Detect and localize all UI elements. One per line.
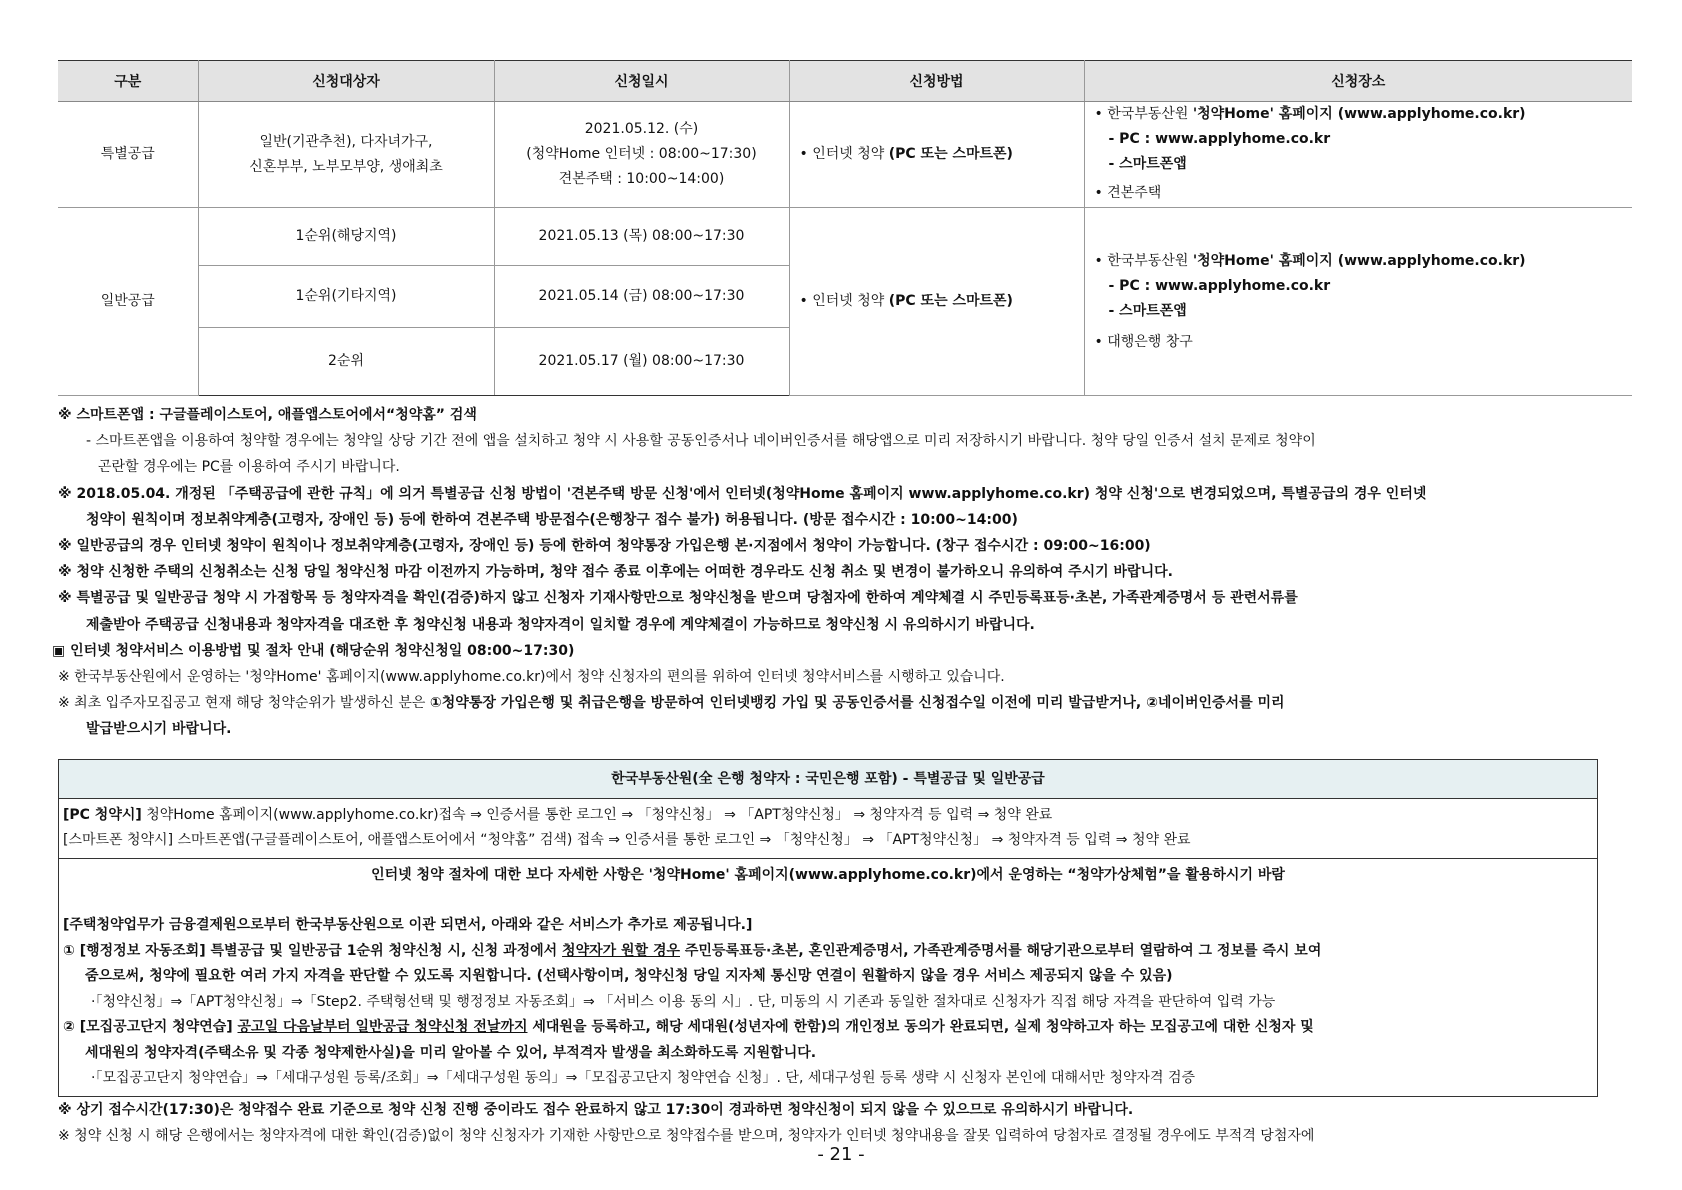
service-item-1-path: ·「청약신청」⇒「APT청약신청」⇒「Step2. 주택형선택 및 행정정보 자동조회」⇒ 「서비스 이용 동의 시」. 단, 미동의 시 기존과 동일한 절차대로 신청자가 직접 해당 자격을 판단하여 입력 가능 (91, 993, 1276, 1010)
general-category: 일반공급 (58, 208, 198, 396)
general-target: 1순위(해당지역) (198, 208, 494, 266)
general-target: 1순위(기타지역) (198, 266, 494, 328)
note-certificate: ※ 최초 입주자모집공고 현재 해당 청약순위가 발생하신 분은 ①청약통장 가입은행 및 취급은행을 방문하여 인터넷뱅킹 가입 및 공동인증서를 신청접수일 이전에 미리 발급받거나, ②네이버인증서를 미리 (58, 695, 1285, 712)
general-datetime: 2021.05.13 (목) 08:00~17:30 (494, 208, 789, 266)
service-item-2-path: ·「모집공고단지 청약연습」⇒「세대구성원 등록/조회」⇒「세대구성원 동의」⇒「모집공고단지 청약연습 신청」. 단, 세대구성원 등록 생략 시 신청자 본인에 대해서만 청약자격 검증 (91, 1070, 1196, 1087)
general-datetime: 2021.05.14 (금) 08:00~17:30 (494, 266, 789, 328)
special-date-line: 2021.05.12. (수) (584, 121, 699, 137)
note-verification-cont: 제출받아 주택공급 신청내용과 청약자격을 대조한 후 청약신청 내용과 청약자격이 일치할 경우에 계약체결이 가능하므로 청약신청 시 유의하시기 바랍니다. (86, 616, 1035, 633)
special-date-line: 견본주택 : 10:00~14:00) (558, 171, 725, 187)
service-item-2-cont: 세대원의 청약자격(주택소유 및 각종 청약제한사실)을 미리 알아볼 수 있어, 부적격자 발생을 최소화하도록 지원합니다. (85, 1044, 817, 1061)
method-device: (PC 또는 스마트폰) (888, 146, 1013, 162)
header-datetime: 신청일시 (494, 61, 789, 102)
table-header-row (58, 61, 1632, 102)
note-applyhome: ※ 한국부동산원에서 운영하는 '청약Home' 홈페이지(www.applyhome.co.kr)에서 청약 신청자의 편의를 위하여 인터넷 청약서비스를 시행하고 있습니다. (58, 669, 1005, 686)
section-heading-internet: ▣ 인터넷 청약서비스 이용방법 및 절차 안내 (해당순위 청약신청일 08:00~17:30) (52, 642, 575, 659)
note-general-supply: ※ 일반공급의 경우 인터넷 청약이 원칙이나 정보취약계층(고령자, 장애인 등) 등에 한하여 청약통장 가입은행 본·지점에서 청약이 가능합니다. (창구 접수시간 : 09:00~16:00) (58, 538, 1151, 555)
page-content (52, 60, 1632, 1149)
service-item-1: ① [행정정보 자동조회] 특별공급 및 일반공급 1순위 청약신청 시, 신청 과정에서 청약자가 원할 경우 주민등록표등·초본, 혼인관계증명서, 가족관계증명서를 해당기관으로부터 열람하여 그 정보를 즉시 보여 (63, 942, 1322, 959)
place-line: - PC : www.applyhome.co.kr (1108, 277, 1331, 294)
table-row (58, 208, 1632, 266)
transfer-title: [주택청약업무가 금융결제원으로부터 한국부동산원으로 이관 되면서, 아래와 같은 서비스가 추가로 제공됩니다.] (63, 917, 753, 934)
procedure-box-header: 한국부동산원(全 은행 청약자 : 국민은행 포함) - 특별공급 및 일반공급 (59, 760, 1597, 799)
header-target: 신청대상자 (198, 61, 494, 102)
procedure-steps (59, 799, 1597, 858)
note-smartphone-detail: - 스마트폰앱을 이용하여 청약할 경우에는 청약일 상당 기간 전에 앱을 설치하고 청약 시 사용할 공동인증서나 네이버인증서를 해당앱으로 미리 저장하시기 바랍니다. 청약 당일 인증서 설치 문제로 청약이 (86, 433, 1316, 450)
service-item-1-cont: 줌으로써, 청약에 필요한 여러 가지 자격을 판단할 수 있도록 지원합니다. (선택사항이며, 청약신청 당일 지자체 통신망 연결이 원활하지 않을 경우 서비스 제공되지 않을 수 있음) (85, 968, 1173, 985)
special-date-line: (청약Home 인터넷 : 08:00~17:30) (526, 146, 757, 162)
header-method: 신청방법 (789, 61, 1084, 102)
place-line: • 한국부동산원 '청약Home' 홈페이지 (www.applyhome.co.kr) (1094, 106, 1526, 122)
place-line: • 한국부동산원 '청약Home' 홈페이지 (www.applyhome.co.kr) (1094, 252, 1526, 269)
detail-center-note: 인터넷 청약 절차에 대한 보다 자세한 사항은 '청약Home' 홈페이지(www.applyhome.co.kr)에서 운영하는 “청약가상체험”을 활용하시기 바람 (371, 866, 1285, 883)
application-schedule-table (58, 60, 1632, 396)
place-line: - 스마트폰앱 (1108, 302, 1187, 319)
special-target (198, 102, 494, 208)
note-regulation: ※ 2018.05.04. 개정된 「주택공급에 관한 규칙」에 의거 특별공급 신청 방법이 '견본주택 방문 신청'에서 인터넷(청약Home 홈페이지 www.applyhome.co.kr) 청약 신청'으로 변경되었으며, 특별공급의 경우 인터넷 (58, 485, 1427, 502)
method-text: • 인터넷 청약 (799, 293, 889, 309)
special-target-line: 신혼부부, 노부모부양, 생애최초 (249, 158, 443, 175)
general-datetime: 2021.05.17 (월) 08:00~17:30 (494, 328, 789, 396)
note-cancel: ※ 청약 신청한 주택의 신청취소는 신청 당일 청약신청 마감 이전까지 가능하며, 청약 접수 종료 이후에는 어떠한 경우라도 신청 취소 및 변경이 불가하오니 유의하여 주시기 바랍니다. (58, 564, 1173, 581)
special-place (1084, 102, 1632, 208)
general-method (789, 208, 1084, 396)
special-target-line: 일반(기관추천), 다자녀가구, (259, 133, 433, 150)
place-line: - 스마트폰앱 (1108, 156, 1187, 172)
method-text: • 인터넷 청약 (799, 146, 889, 162)
special-category: 특별공급 (58, 102, 198, 208)
mobile-procedure: [스마트폰 청약시] 스마트폰앱(구글플레이스토어, 애플앱스토어에서 “청약홈” 검색) 접속 ⇒ 인증서를 통한 로그인 ⇒ 「청약신청」 ⇒ 「APT청약신청」 ⇒ 청약자격 등 입력 ⇒ 청약 완료 (63, 832, 1191, 849)
after-notes (58, 1097, 1632, 1149)
service-item-2: ② [모집공고단지 청약연습] 공고일 다음날부터 일반공급 청약신청 전날까지 세대원을 등록하고, 해당 세대원(성년자에 한함)의 개인정보 동의가 완료되면, 실제 청약하고자 하는 모집공고에 대한 신청자 및 (63, 1019, 1314, 1036)
general-place (1084, 208, 1632, 396)
notes-section (52, 402, 1632, 743)
procedure-details (59, 858, 1597, 1096)
note-certificate-cont: 발급받으시기 바랍니다. (86, 721, 232, 738)
pc-procedure: [PC 청약시] 청약Home 홈페이지(www.applyhome.co.kr)접속 ⇒ 인증서를 통한 로그인 ⇒ 「청약신청」 ⇒ 「APT청약신청」 ⇒ 청약자격 등 입력 ⇒ 청약 완료 (63, 806, 1053, 823)
special-datetime (494, 102, 789, 208)
method-device: (PC 또는 스마트폰) (888, 293, 1013, 309)
note-smartphone: ※ 스마트폰앱 : 구글플레이스토어, 애플앱스토어에서“청약홈” 검색 (58, 407, 477, 423)
procedure-box (58, 759, 1598, 1097)
note-smartphone-detail: 곤란할 경우에는 PC를 이용하여 주시기 바랍니다. (98, 459, 400, 476)
note-verification: ※ 특별공급 및 일반공급 청약 시 가점항목 등 청약자격을 확인(검증)하지 않고 신청자 기재사항만으로 청약신청을 받으며 당첨자에 한하여 계약체결 시 주민등록표등·초본, 가족관계증명서 등 관련서류를 (58, 590, 1298, 607)
table-row (58, 102, 1632, 208)
place-line: • 대행은행 창구 (1094, 333, 1193, 350)
place-line: • 견본주택 (1094, 185, 1162, 201)
place-line: - PC : www.applyhome.co.kr (1108, 131, 1331, 147)
page-number: - 21 - (817, 1144, 865, 1165)
general-target: 2순위 (198, 328, 494, 396)
header-category: 구분 (58, 61, 198, 102)
header-place: 신청장소 (1084, 61, 1632, 102)
note-bank-check: ※ 청약 신청 시 해당 은행에서는 청약자격에 대한 확인(검증)없이 청약 신청자가 기재한 사항만으로 청약접수를 받으며, 청약자가 인터넷 청약내용을 잘못 입력하여 당첨자로 결정될 경우에도 부적격 당첨자에 (58, 1127, 1315, 1144)
special-method (789, 102, 1084, 208)
note-regulation-cont: 청약이 원칙이며 정보취약계층(고령자, 장애인 등) 등에 한하여 견본주택 방문접수(은행창구 접수 불가) 허용됩니다. (방문 접수시간 : 10:00~14:00) (86, 511, 1018, 528)
note-deadline: ※ 상기 접수시간(17:30)은 청약접수 완료 기준으로 청약 신청 진행 중이라도 접수 완료하지 않고 17:30이 경과하면 청약신청이 되지 않을 수 있으므로 유의하시기 바랍니다. (58, 1101, 1134, 1118)
